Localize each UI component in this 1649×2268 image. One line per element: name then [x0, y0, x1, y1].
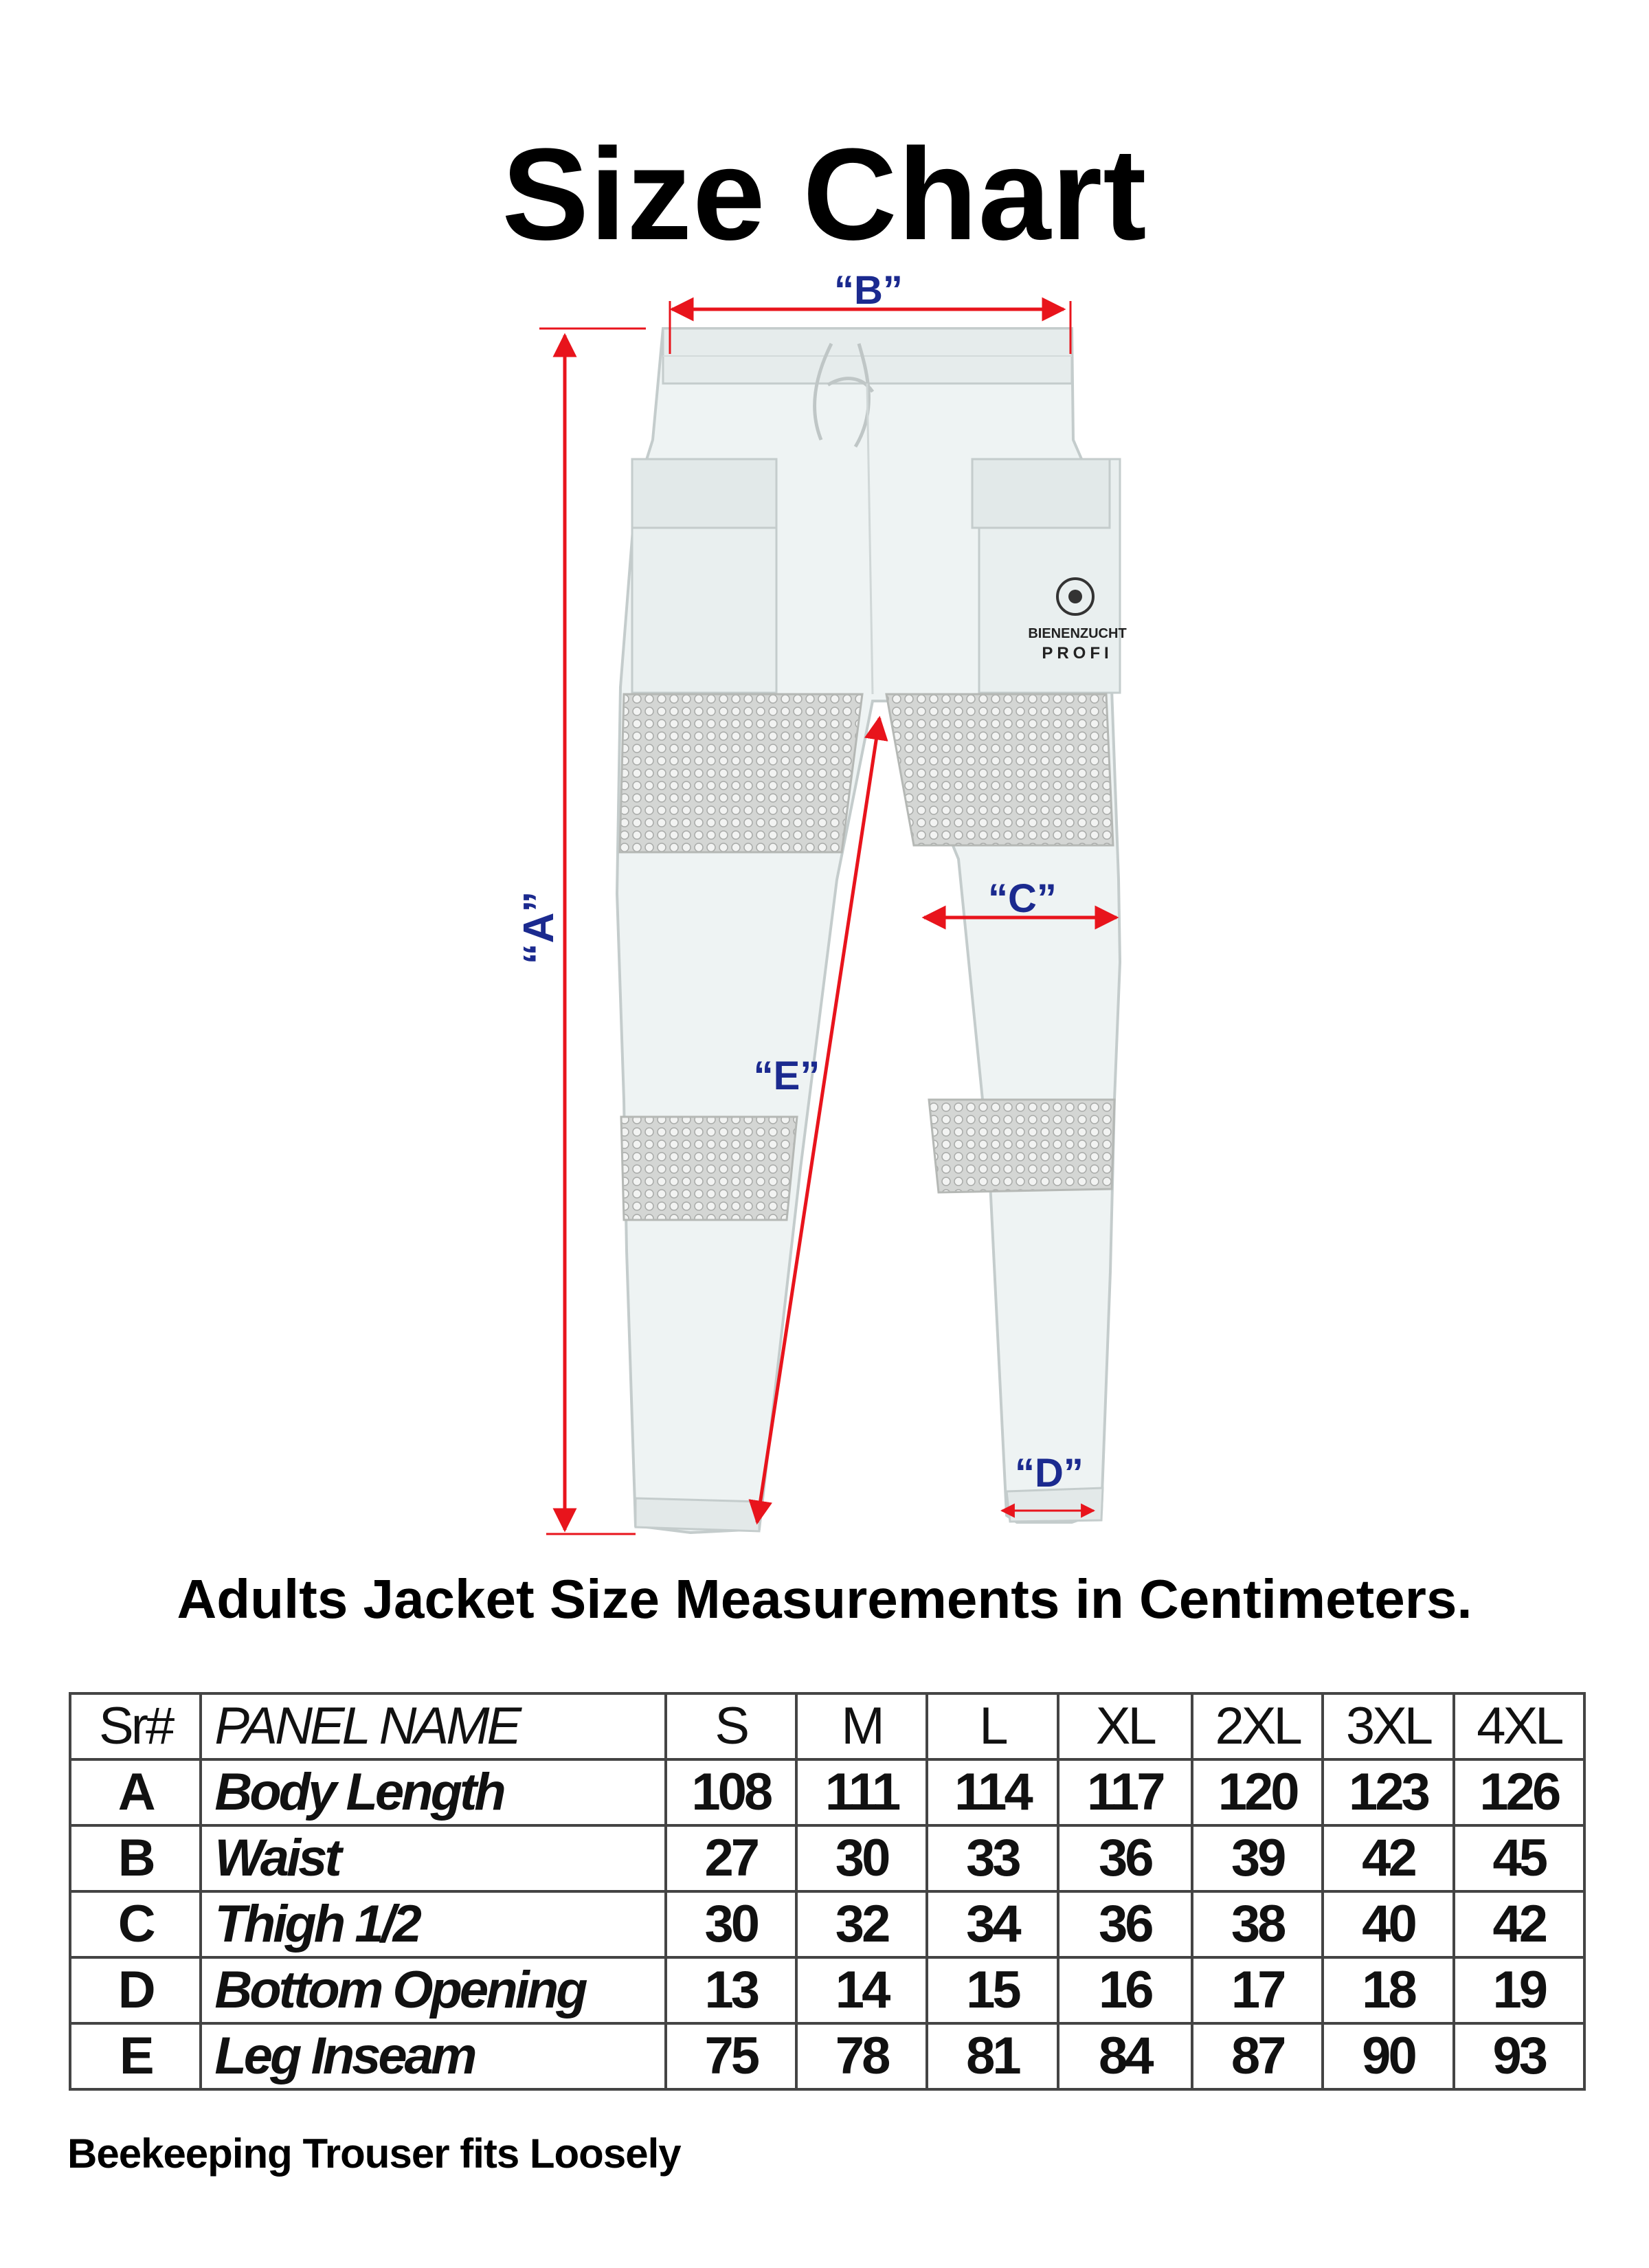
table-row: [70, 2023, 1584, 2089]
label-e: “E”: [753, 1054, 820, 1098]
row-panel-name: Body Length: [201, 1759, 665, 1825]
row-value: 13: [666, 1957, 796, 2023]
row-value: 45: [1454, 1825, 1584, 1891]
row-sr: E: [70, 2023, 201, 2089]
label-c: “C”: [988, 876, 1057, 921]
table-row: [70, 1825, 1584, 1891]
row-value: 81: [927, 2023, 1057, 2089]
row-panel-name: Leg Inseam: [201, 2023, 665, 2089]
header-sr: Sr#: [70, 1693, 201, 1759]
logo-line1: BIENENZUCHT: [1028, 626, 1127, 641]
row-value: 39: [1192, 1825, 1323, 1891]
table-header-row: [70, 1693, 1584, 1759]
label-b: “B”: [834, 268, 903, 313]
row-panel-name: Waist: [201, 1825, 665, 1891]
row-value: 93: [1454, 2023, 1584, 2089]
row-value: 108: [666, 1759, 796, 1825]
row-value: 87: [1192, 2023, 1323, 2089]
fit-note: Beekeeping Trouser fits Loosely: [67, 2131, 681, 2177]
table-row: [70, 1759, 1584, 1825]
header-size-4xl: 4XL: [1454, 1693, 1584, 1759]
row-value: 16: [1058, 1957, 1192, 2023]
row-value: 111: [796, 1759, 927, 1825]
row-value: 126: [1454, 1759, 1584, 1825]
row-sr: A: [70, 1759, 201, 1825]
row-value: 18: [1323, 1957, 1453, 2023]
row-value: 123: [1323, 1759, 1453, 1825]
header-size-s: S: [666, 1693, 796, 1759]
row-value: 40: [1323, 1891, 1453, 1957]
upper-mesh-panel: [620, 694, 862, 852]
logo-line2: PROFI: [1042, 644, 1113, 663]
header-panel-name: PANEL NAME: [201, 1693, 665, 1759]
row-value: 38: [1192, 1891, 1323, 1957]
header-size-xl: XL: [1058, 1693, 1192, 1759]
row-value: 75: [666, 2023, 796, 2089]
row-value: 36: [1058, 1891, 1192, 1957]
header-size-3xl: 3XL: [1323, 1693, 1453, 1759]
row-value: 34: [927, 1891, 1057, 1957]
row-panel-name: Thigh 1/2: [201, 1891, 665, 1957]
row-value: 120: [1192, 1759, 1323, 1825]
measurements-caption: Adults Jacket Size Measurements in Centimeters.: [177, 1568, 1472, 1630]
row-value: 36: [1058, 1825, 1192, 1891]
label-d: “D”: [1015, 1451, 1084, 1496]
row-value: 14: [796, 1957, 927, 2023]
row-value: 30: [796, 1825, 927, 1891]
row-value: 32: [796, 1891, 927, 1957]
size-table: [69, 1692, 1586, 2091]
row-sr: C: [70, 1891, 201, 1957]
row-value: 19: [1454, 1957, 1584, 2023]
row-value: 33: [927, 1825, 1057, 1891]
row-value: 117: [1058, 1759, 1192, 1825]
header-size-2xl: 2XL: [1192, 1693, 1323, 1759]
row-value: 15: [927, 1957, 1057, 2023]
row-panel-name: Bottom Opening: [201, 1957, 665, 2023]
table-row: [70, 1957, 1584, 2023]
header-size-l: L: [927, 1693, 1057, 1759]
row-value: 90: [1323, 2023, 1453, 2089]
row-value: 42: [1454, 1891, 1584, 1957]
trousers-illustration: [617, 329, 1127, 1533]
row-value: 42: [1323, 1825, 1453, 1891]
row-value: 114: [927, 1759, 1057, 1825]
row-sr: D: [70, 1957, 201, 2023]
row-value: 17: [1192, 1957, 1323, 2023]
row-value: 84: [1058, 2023, 1192, 2089]
row-value: 78: [796, 2023, 927, 2089]
row-value: 27: [666, 1825, 796, 1891]
table-row: [70, 1891, 1584, 1957]
row-value: 30: [666, 1891, 796, 1957]
label-a: “A”: [515, 891, 563, 965]
row-sr: B: [70, 1825, 201, 1891]
lower-mesh-panel: [621, 1117, 797, 1220]
header-size-m: M: [796, 1693, 927, 1759]
page-title: Size Chart: [502, 122, 1147, 267]
